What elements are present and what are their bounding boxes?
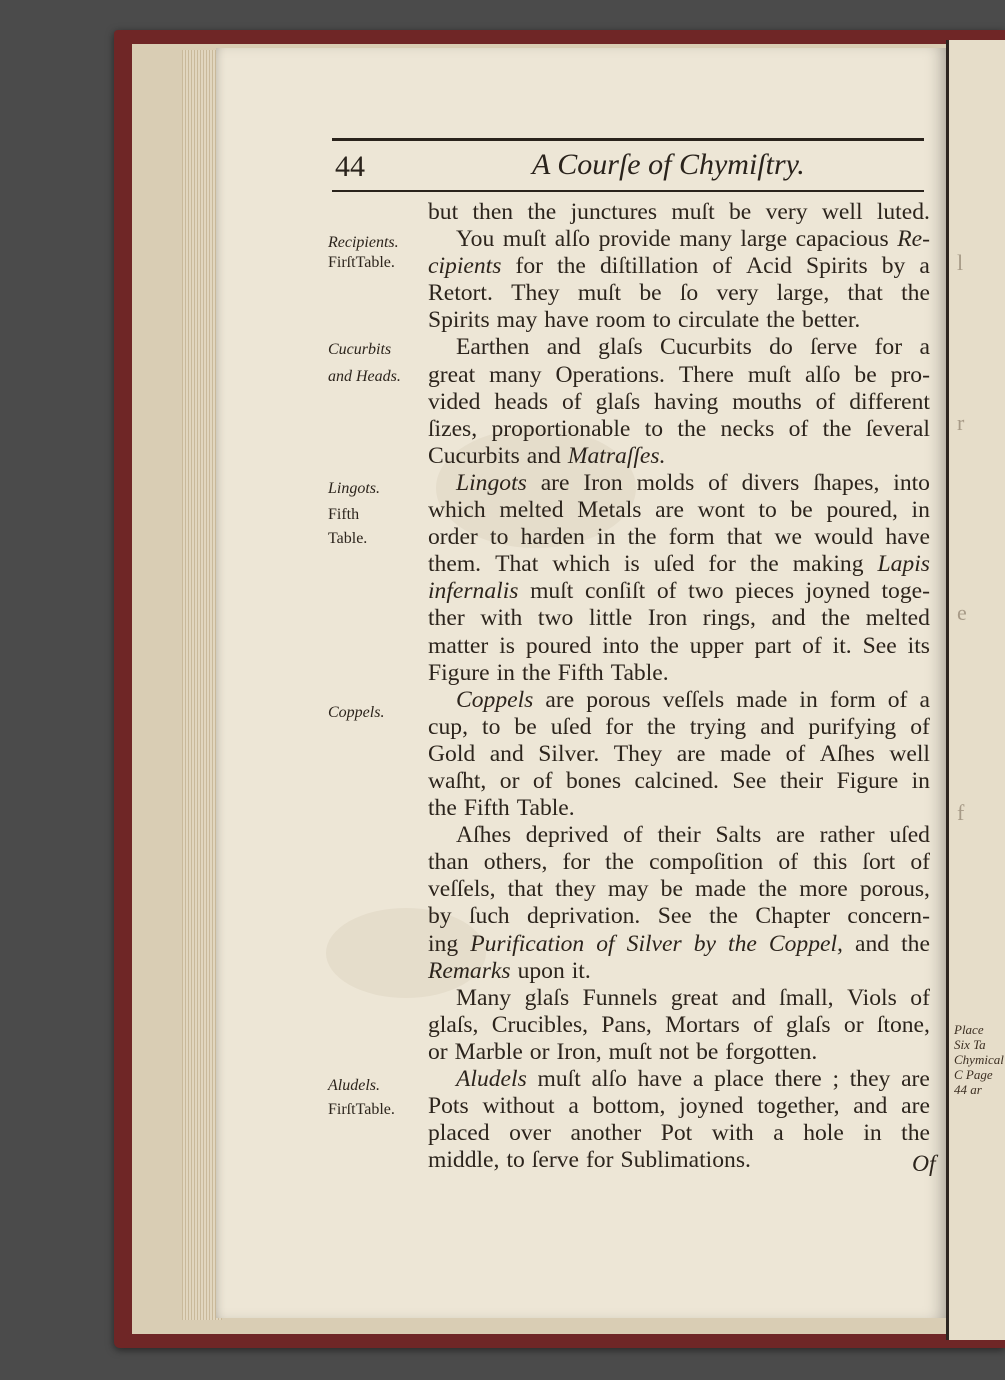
margin-note: FirſtTable. <box>328 1101 395 1118</box>
header-rule-top <box>332 138 924 141</box>
text-line: Pots without a bottom, joyned together, and are <box>428 1093 930 1120</box>
text-line: vided heads of glaſs having mouths of different <box>428 388 930 415</box>
bleed-glyph: f <box>957 800 965 825</box>
text-line: Earthen and glaſs Cucurbits do ſerve for a <box>456 334 930 361</box>
bleed-glyph: l <box>957 250 964 275</box>
text-line: middle, to ſerve for Sublimations. <box>428 1147 751 1174</box>
text-line: ther with two little Iron rings, and the melted <box>428 605 930 632</box>
adjacent-plate-label: Place Six Ta Chymical C Page 44 ar <box>954 1022 1004 1097</box>
text-line: great many Operations. There muſt alſo be pro- <box>428 361 930 388</box>
text-line: them. That which is uſed for the making Lapis <box>428 551 930 578</box>
text-line: Figure in the Fifth Table. <box>428 659 669 686</box>
text-line: or Marble or Iron, muſt not be forgotten. <box>428 1038 818 1065</box>
text-line: Aludels muſt alſo have a place there ; they are <box>456 1066 930 1092</box>
text-line: cipients for the diſtillation of Acid Spirits by a <box>428 253 930 280</box>
header-rule-bottom <box>332 190 924 192</box>
text-line: ing Purification of Silver by the Coppel, and the <box>428 930 930 957</box>
adjacent-page-edge <box>946 40 1005 1340</box>
margin-note: Recipients. <box>328 234 399 251</box>
text-line: infernalis muſt conſiſt of two pieces joyned toge- <box>428 578 930 605</box>
text-line: You muſt alſo provide many large capacious Re- <box>456 226 930 253</box>
text-line: matter is poured into the upper part of it. See its <box>428 632 930 659</box>
margin-note: Table. <box>328 530 368 547</box>
text-line: than others, for the compoſition of this ſort of <box>428 849 930 876</box>
text-line: Spirits may have room to circulate the better. <box>428 307 861 334</box>
text-line: Cucurbits and Matraſſes. <box>428 442 666 469</box>
margin-note: Aludels. <box>328 1077 380 1094</box>
text-line: placed over another Pot with a hole in the <box>428 1120 930 1147</box>
text-line: the Fifth Table. <box>428 795 575 822</box>
text-line: Lingots are Iron molds of divers ſhapes, into <box>456 469 930 496</box>
text-line: waſht, or of bones calcined. See their Figure in <box>428 767 930 794</box>
text-line: Aſhes deprived of their Salts are rather uſed <box>456 822 930 849</box>
bleed-glyph: e <box>957 600 967 625</box>
text-line: Coppels are porous veſſels made in form of a <box>456 686 930 713</box>
page-number: 44 <box>335 150 365 183</box>
text-line: which melted Metals are wont to be poured, in <box>428 497 930 524</box>
text-line: Gold and Silver. They are made of Aſhes well <box>428 740 930 767</box>
text-line: ſizes, proportionable to the necks of the ſeveral <box>428 415 930 442</box>
text-line: by ſuch deprivation. See the Chapter concern- <box>428 903 930 930</box>
margin-note: and Heads. <box>328 368 401 385</box>
text-line: Remarks upon it. <box>428 957 591 984</box>
catchword: Of <box>912 1151 936 1177</box>
margin-note: FirſtTable. <box>328 254 395 271</box>
text-line: cup, to be uſed for the trying and purifying of <box>428 713 930 740</box>
running-title: A Courſe of Chymiſtry. <box>532 148 805 181</box>
margin-note: Cucurbits <box>328 341 392 358</box>
text-line: order to harden in the form that we would have <box>428 524 930 551</box>
margin-note: Fifth <box>328 506 360 523</box>
text-line: but then the junctures muſt be very well luted. <box>428 199 930 225</box>
body-text <box>428 199 930 1174</box>
margin-note: Coppels. <box>328 704 385 721</box>
text-line: veſſels, that they may be made the more porous, <box>428 876 930 903</box>
bleed-glyph: r <box>957 410 965 435</box>
text-line: Many glaſs Funnels great and ſmall, Viols of <box>456 984 930 1011</box>
text-line: Retort. They muſt be ſo very large, that the <box>428 280 930 307</box>
margin-note: Lingots. <box>328 480 381 497</box>
text-line: glaſs, Crucibles, Pans, Mortars of glaſs or ſtone, <box>428 1011 930 1038</box>
